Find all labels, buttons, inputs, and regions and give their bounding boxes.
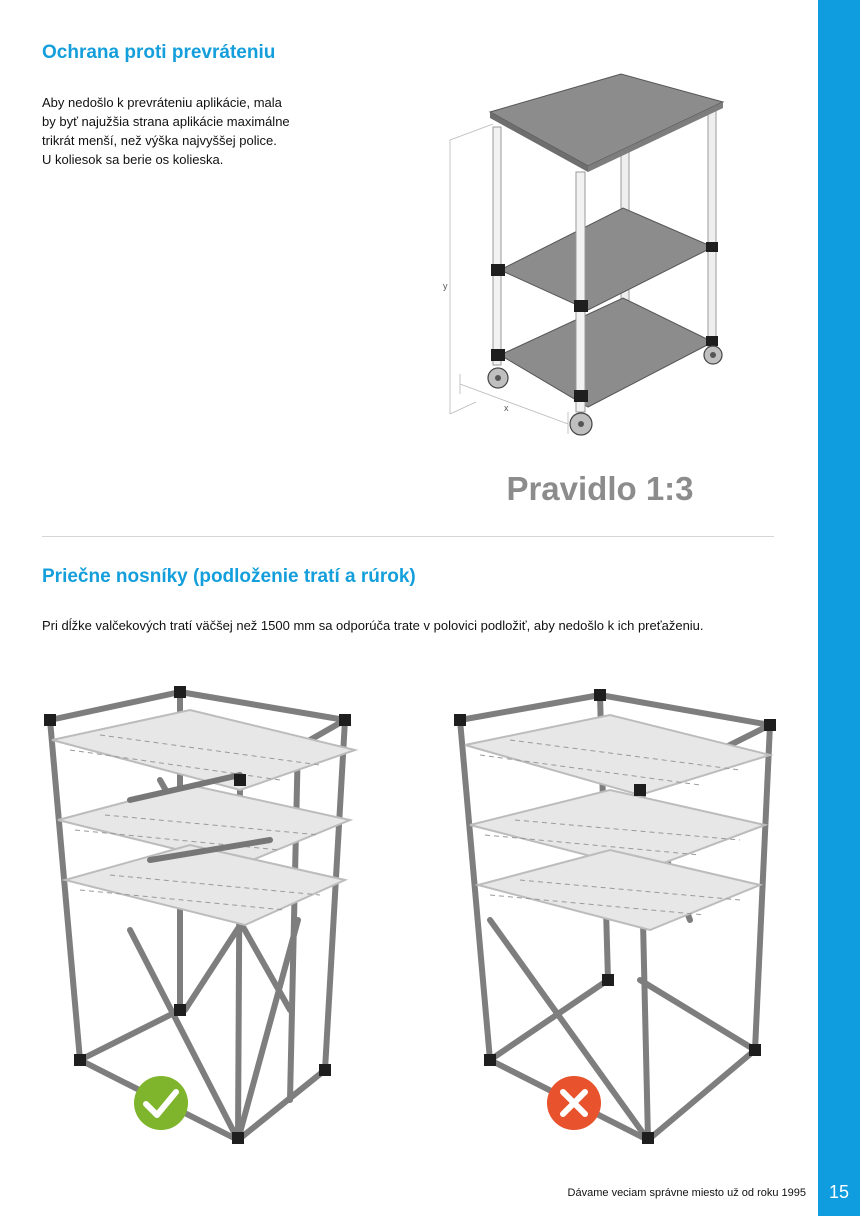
dimension-y-label: y bbox=[443, 281, 448, 291]
middle-shelf bbox=[500, 208, 713, 310]
paragraph-line: U koliesok sa berie os kolieska. bbox=[42, 152, 224, 167]
paragraph-line: Aby nedošlo k prevráteniu aplikácie, mala bbox=[42, 95, 282, 110]
rack-with-support-illustration bbox=[40, 680, 370, 1150]
roller-track-top bbox=[52, 710, 355, 790]
correct-check-icon bbox=[132, 1074, 190, 1132]
roller-track-top bbox=[465, 715, 770, 795]
roller-track-bottom bbox=[478, 850, 760, 930]
side-accent-bar bbox=[818, 0, 860, 1216]
rack-without-support-illustration bbox=[450, 680, 780, 1150]
section-heading-tip-over: Ochrana proti prevráteniu bbox=[42, 42, 276, 63]
dimension-x-label: x bbox=[504, 403, 509, 413]
bottom-shelf bbox=[500, 298, 713, 407]
paragraph-line: by byť najužšia strana aplikácie maximálne bbox=[42, 114, 290, 129]
roller-track-bottom bbox=[65, 845, 345, 925]
paragraph-line: trikrát menší, než výška najvyššej police. bbox=[42, 133, 277, 148]
page-number: 15 bbox=[828, 1182, 850, 1202]
section-divider bbox=[42, 536, 774, 537]
tip-over-paragraph bbox=[42, 93, 342, 169]
section-heading-cross-beams: Priečne nosníky (podloženie tratí a rúrok) bbox=[42, 566, 416, 587]
footer-slogan: Dávame veciam správne miesto už od roku 1995 bbox=[567, 1187, 806, 1199]
cross-beams-paragraph: Pri dĺžke valčekových tratí väčšej než 1500 mm sa odporúča trate v polovici podložiť, aby nedošlo k ich preťaženiu. bbox=[42, 618, 704, 633]
shelf-trolley-illustration bbox=[438, 72, 738, 444]
incorrect-cross-icon bbox=[545, 1074, 603, 1132]
rule-label: Pravidlo 1:3 bbox=[506, 470, 694, 507]
